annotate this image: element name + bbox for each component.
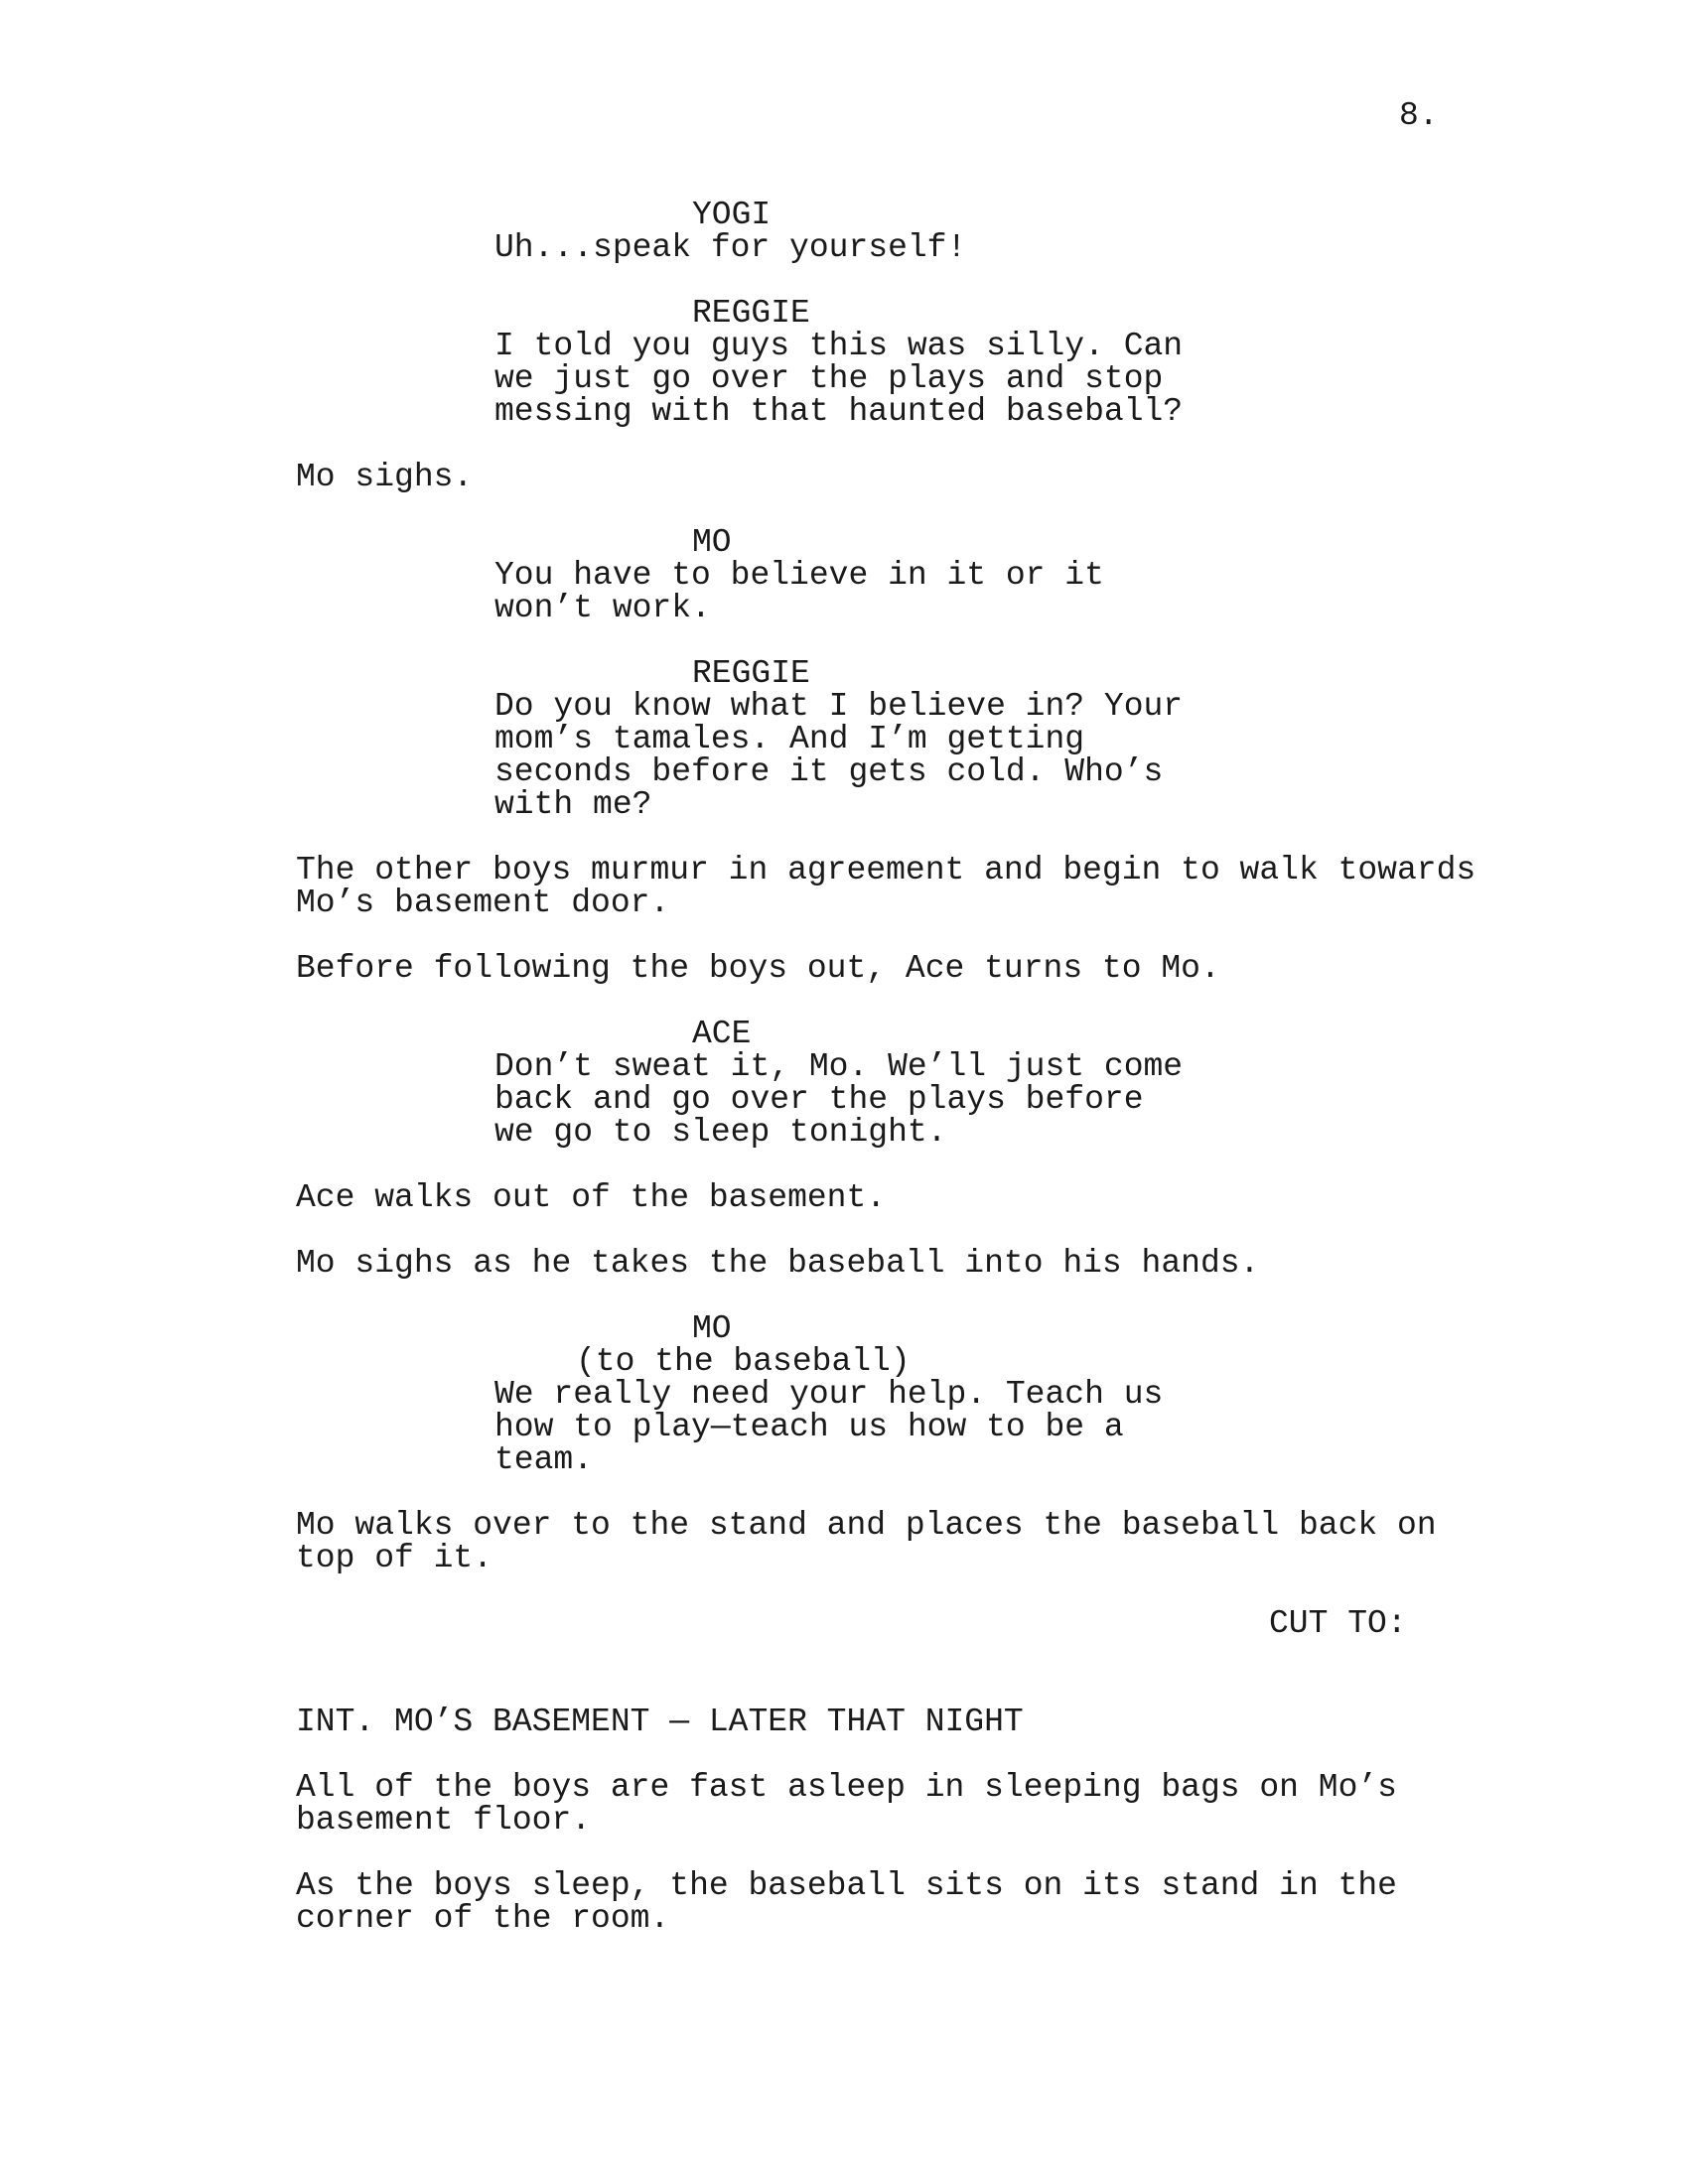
character-cue-ace: ACE: [692, 1016, 752, 1052]
action-line: The other boys murmur in agreement and begin to walk towards: [296, 852, 1477, 888]
action-line: Ace walks out of the basement.: [296, 1179, 887, 1216]
action-line: basement floor.: [296, 1802, 592, 1839]
dialogue-line: messing with that haunted baseball?: [494, 393, 1184, 430]
page-number: 8.: [1399, 97, 1439, 134]
dialogue-line: Uh...speak for yourself!: [494, 229, 967, 266]
dialogue-line: we go to sleep tonight.: [494, 1114, 947, 1151]
action-line: top of it.: [296, 1540, 493, 1576]
action-line: Mo sighs.: [296, 459, 474, 495]
character-cue-mo: MO: [692, 1310, 732, 1347]
dialogue-line: how to play—teach us how to be a: [494, 1409, 1124, 1445]
character-cue-mo: MO: [692, 524, 732, 561]
action-line: Mo sighs as he takes the baseball into his hands.: [296, 1245, 1260, 1282]
action-line: corner of the room.: [296, 1900, 670, 1937]
parenthetical: (to the baseball): [576, 1343, 911, 1380]
action-line: All of the boys are fast asleep in sleeping bags on Mo’s: [296, 1769, 1397, 1806]
character-cue-reggie: REGGIE: [692, 655, 810, 692]
dialogue-line: Don’t sweat it, Mo. We’ll just come: [494, 1048, 1184, 1085]
dialogue-line: team.: [494, 1441, 594, 1478]
dialogue-line: I told you guys this was silly. Can: [494, 328, 1184, 364]
dialogue-line: We really need your help. Teach us: [494, 1376, 1164, 1413]
dialogue-line: with me?: [494, 786, 652, 823]
action-line: As the boys sleep, the baseball sits on its stand in the: [296, 1867, 1397, 1904]
scene-heading: INT. MO’S BASEMENT — LATER THAT NIGHT: [296, 1704, 1024, 1740]
dialogue-line: back and go over the plays before: [494, 1081, 1144, 1118]
dialogue-line: Do you know what I believe in? Your: [494, 688, 1184, 725]
transition: CUT TO:: [1269, 1605, 1407, 1642]
character-cue-reggie: REGGIE: [692, 295, 810, 332]
dialogue-line: mom’s tamales. And I’m getting: [494, 721, 1085, 757]
character-cue-yogi: YOGI: [692, 197, 772, 233]
action-line: Mo walks over to the stand and places the baseball back on: [296, 1507, 1437, 1544]
dialogue-line: seconds before it gets cold. Who’s: [494, 753, 1164, 790]
action-line: Mo’s basement door.: [296, 885, 670, 921]
dialogue-line: You have to believe in it or it: [494, 557, 1104, 594]
action-line: Before following the boys out, Ace turns to Mo.: [296, 950, 1220, 987]
dialogue-line: we just go over the plays and stop: [494, 360, 1164, 397]
dialogue-line: won’t work.: [494, 590, 711, 626]
